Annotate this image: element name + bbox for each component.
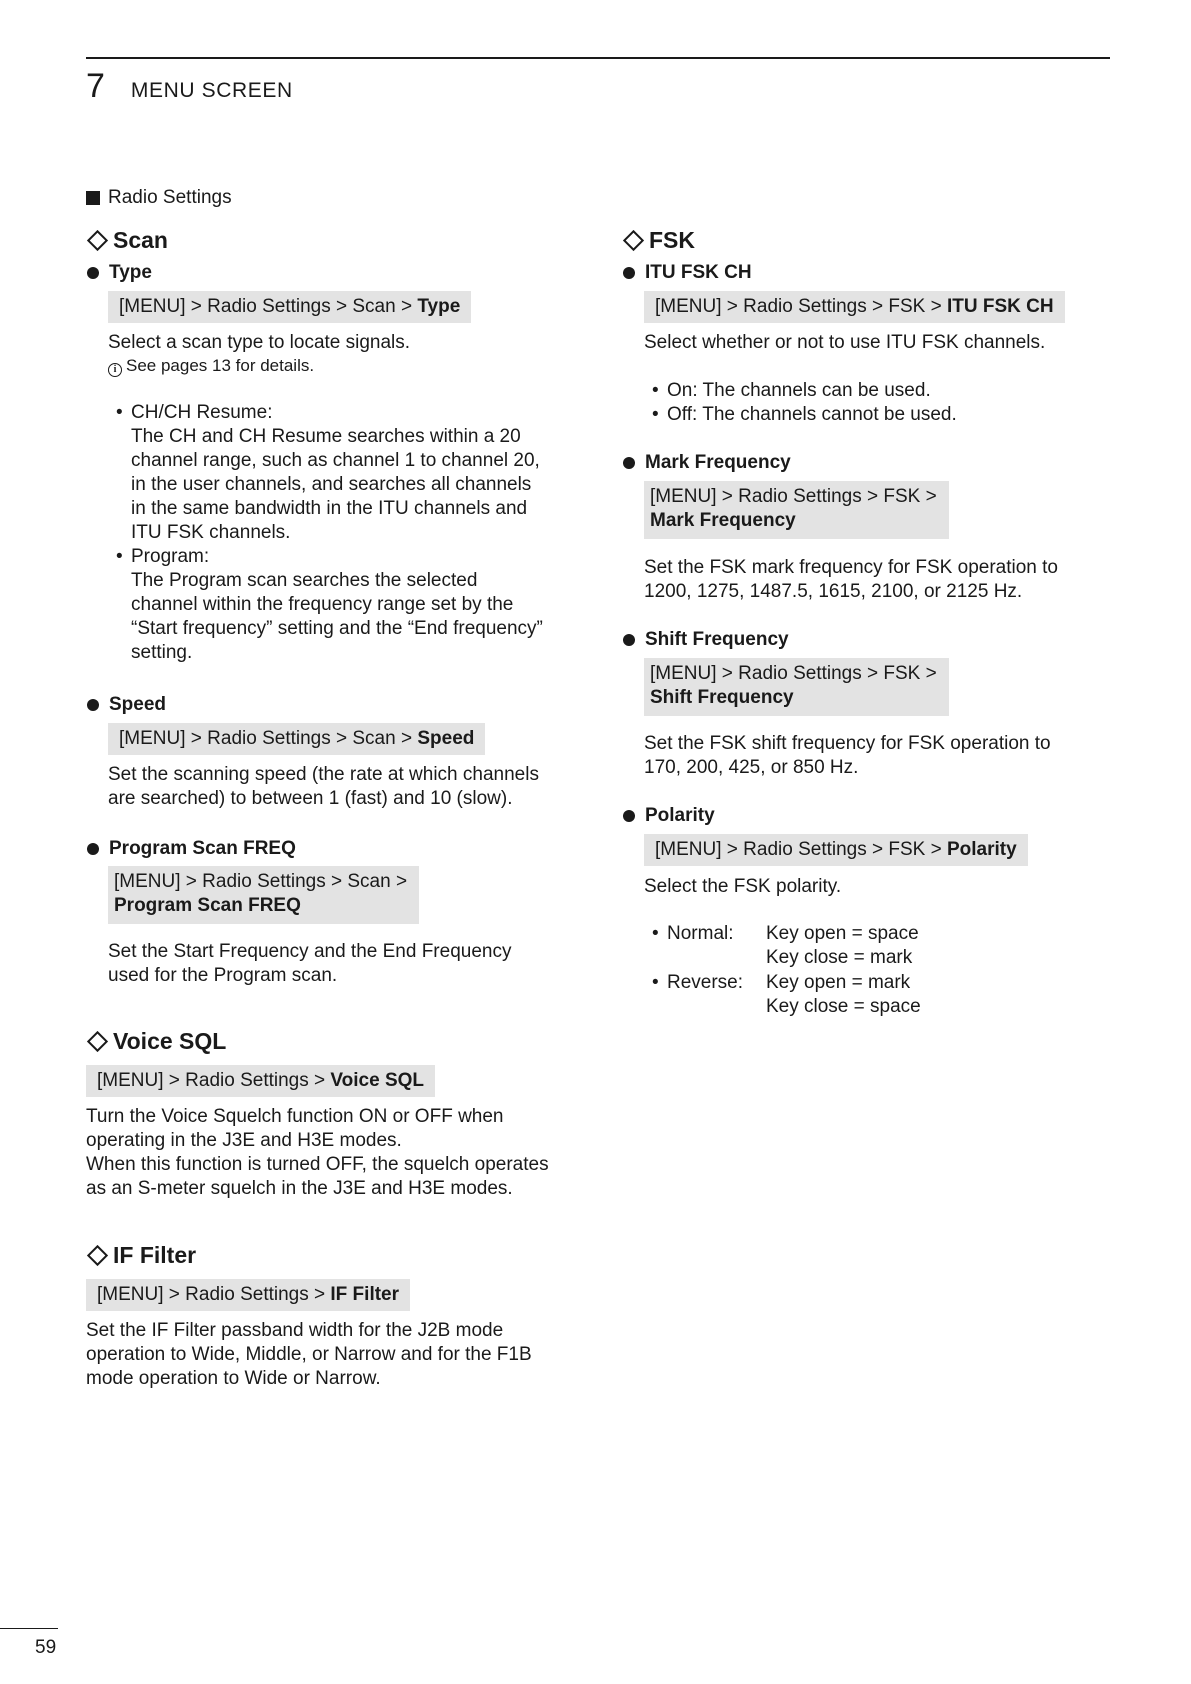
path-prefix: [MENU] > Radio Settings > FSK > xyxy=(650,486,937,507)
bullet-line: in the same bandwidth in the ITU channels and xyxy=(131,498,528,519)
path-prefix: [MENU] > Radio Settings > Scan > xyxy=(119,296,418,317)
path-target: Voice SQL xyxy=(330,1070,425,1091)
program-scan-freq-heading-text: Program Scan FREQ xyxy=(109,838,296,859)
description-line: as an S-meter squelch in the J3E and H3E modes. xyxy=(86,1178,513,1199)
polarity-menu-path xyxy=(644,834,1028,866)
chapter-header xyxy=(86,66,293,106)
bullet-label: Program: xyxy=(131,546,210,567)
list-item xyxy=(116,401,586,545)
description-line: 1200, 1275, 1487.5, 1615, 2100, or 2125 Hz. xyxy=(644,581,1023,602)
description-line: are searched) to between 1 (fast) and 10 (slow). xyxy=(108,788,513,809)
fsk-heading-text: FSK xyxy=(649,227,695,253)
chapter-number: 7 xyxy=(86,67,105,105)
bullet-mark: • xyxy=(116,402,123,423)
description-line: Turn the Voice Squelch function ON or OFF when xyxy=(86,1106,504,1127)
bullet-label: CH/CH Resume: xyxy=(131,402,273,423)
mark-frequency-description xyxy=(644,556,1058,604)
footer-rule xyxy=(0,1628,58,1629)
speed-description xyxy=(108,763,539,811)
square-bullet-icon xyxy=(86,191,100,205)
itu-fsk-ch-heading-text: ITU FSK CH xyxy=(645,262,752,283)
mark-frequency-heading-text: Mark Frequency xyxy=(645,452,791,473)
voice-sql-heading xyxy=(86,1027,226,1055)
bullet-line: ITU FSK channels. xyxy=(131,522,291,543)
path-prefix: [MENU] > Radio Settings > FSK > xyxy=(650,663,937,684)
fsk-heading xyxy=(622,226,695,254)
bullet-line: On: The channels can be used. xyxy=(667,380,931,401)
description-line: 170, 200, 425, or 850 Hz. xyxy=(644,757,859,778)
type-heading xyxy=(86,261,152,285)
type-note xyxy=(108,356,314,377)
path-prefix: [MENU] > Radio Settings > xyxy=(97,1284,331,1305)
description-line: Set the scanning speed (the rate at which channels xyxy=(108,764,539,785)
shift-frequency-heading xyxy=(622,628,789,652)
path-target: Speed xyxy=(417,728,475,749)
bullet-line: setting. xyxy=(131,642,193,663)
bullet-mark: • xyxy=(652,923,659,944)
list-item xyxy=(652,379,931,403)
type-heading-text: Type xyxy=(109,262,152,283)
option-value-line: Key open = mark xyxy=(766,972,911,993)
diamond-icon xyxy=(87,229,108,250)
mark-frequency-heading xyxy=(622,451,791,475)
path-target: Shift Frequency xyxy=(650,687,794,708)
path-target: Mark Frequency xyxy=(650,510,796,531)
bullet-dot-icon xyxy=(87,267,99,279)
voice-sql-heading-text: Voice SQL xyxy=(113,1028,227,1054)
path-target: ITU FSK CH xyxy=(947,296,1054,317)
mark-frequency-menu-path xyxy=(644,481,949,539)
speed-heading-text: Speed xyxy=(109,694,167,715)
section-label-text: Radio Settings xyxy=(108,187,232,208)
polarity-heading-text: Polarity xyxy=(645,805,715,826)
info-icon: i xyxy=(108,363,122,377)
bullet-mark: • xyxy=(652,404,659,425)
description-line: Set the IF Filter passband width for the J2B mode xyxy=(86,1320,504,1341)
voice-sql-description xyxy=(86,1105,549,1201)
itu-fsk-ch-description: Select whether or not to use ITU FSK channels. xyxy=(644,332,1046,353)
itu-fsk-ch-menu-path xyxy=(644,291,1065,323)
type-note-text: See pages 13 for details. xyxy=(126,356,315,375)
program-scan-freq-menu-path xyxy=(108,866,419,924)
diamond-icon xyxy=(87,1030,108,1051)
bullet-mark: • xyxy=(652,380,659,401)
bullet-line: “Start frequency” setting and the “End frequency” xyxy=(131,618,543,639)
bullet-dot-icon xyxy=(87,843,99,855)
page-number: 59 xyxy=(35,1637,57,1658)
if-filter-heading xyxy=(86,1241,196,1269)
bullet-mark: • xyxy=(116,546,123,567)
itu-fsk-ch-heading xyxy=(622,261,752,285)
bullet-line: channel within the frequency range set by the xyxy=(131,594,514,615)
bullet-dot-icon xyxy=(87,699,99,711)
path-prefix: [MENU] > Radio Settings > FSK > xyxy=(655,839,947,860)
path-target: IF Filter xyxy=(330,1284,400,1305)
polarity-heading xyxy=(622,804,715,828)
description-line: When this function is turned OFF, the squelch operates xyxy=(86,1154,549,1175)
bullet-line: in the user channels, and searches all channels xyxy=(131,474,532,495)
path-prefix: [MENU] > Radio Settings > FSK > xyxy=(655,296,947,317)
bullet-line: The Program scan searches the selected xyxy=(131,570,478,591)
option-value-line: Key open = space xyxy=(766,923,919,944)
path-prefix: [MENU] > Radio Settings > xyxy=(97,1070,331,1091)
path-prefix: [MENU] > Radio Settings > Scan > xyxy=(114,871,408,892)
list-item xyxy=(652,403,957,427)
bullet-mark: • xyxy=(652,972,659,993)
polarity-description: Select the FSK polarity. xyxy=(644,876,842,897)
scan-heading xyxy=(86,226,168,254)
path-target: Program Scan FREQ xyxy=(114,895,301,916)
bullet-dot-icon xyxy=(623,457,635,469)
speed-heading xyxy=(86,693,166,717)
type-menu-path xyxy=(108,291,471,323)
scan-heading-text: Scan xyxy=(113,227,168,253)
description-line: Set the FSK shift frequency for FSK operation to xyxy=(644,733,1051,754)
path-target: Polarity xyxy=(947,839,1017,860)
diamond-icon xyxy=(623,229,644,250)
bullet-line: The CH and CH Resume searches within a 20 xyxy=(131,426,521,447)
chapter-title: MENU SCREEN xyxy=(130,79,293,102)
description-line: Set the FSK mark frequency for FSK operation to xyxy=(644,557,1058,578)
header-rule xyxy=(86,57,1110,59)
option-label: Reverse: xyxy=(667,972,744,993)
bullet-dot-icon xyxy=(623,810,635,822)
option-value-line: Key close = mark xyxy=(766,947,913,968)
type-description: Select a scan type to locate signals. xyxy=(108,332,411,353)
option-values xyxy=(766,971,921,1019)
if-filter-heading-text: IF Filter xyxy=(113,1242,197,1268)
option-values xyxy=(766,922,919,970)
program-scan-freq-description xyxy=(108,940,511,988)
description-line: operation to Wide, Middle, or Narrow and for the F1B xyxy=(86,1344,532,1365)
program-scan-freq-heading xyxy=(86,837,296,861)
speed-menu-path xyxy=(108,723,485,755)
description-line: Set the Start Frequency and the End Frequency xyxy=(108,941,512,962)
if-filter-description xyxy=(86,1319,532,1391)
section-label xyxy=(86,186,232,210)
bullet-dot-icon xyxy=(623,634,635,646)
diamond-icon xyxy=(87,1244,108,1265)
description-line: operating in the J3E and H3E modes. xyxy=(86,1130,402,1151)
path-target: Type xyxy=(417,296,461,317)
bullet-line: channel range, such as channel 1 to channel 20, xyxy=(131,450,540,471)
voice-sql-menu-path xyxy=(86,1065,435,1097)
description-line: used for the Program scan. xyxy=(108,965,338,986)
option-label: Normal: xyxy=(667,923,734,944)
description-line: mode operation to Wide or Narrow. xyxy=(86,1368,381,1389)
path-prefix: [MENU] > Radio Settings > Scan > xyxy=(119,728,418,749)
shift-frequency-heading-text: Shift Frequency xyxy=(645,629,789,650)
shift-frequency-menu-path xyxy=(644,658,949,716)
shift-frequency-description xyxy=(644,732,1051,780)
if-filter-menu-path xyxy=(86,1279,410,1311)
bullet-dot-icon xyxy=(623,267,635,279)
option-value-line: Key close = space xyxy=(766,996,921,1017)
list-item xyxy=(116,545,586,665)
bullet-line: Off: The channels cannot be used. xyxy=(667,404,957,425)
